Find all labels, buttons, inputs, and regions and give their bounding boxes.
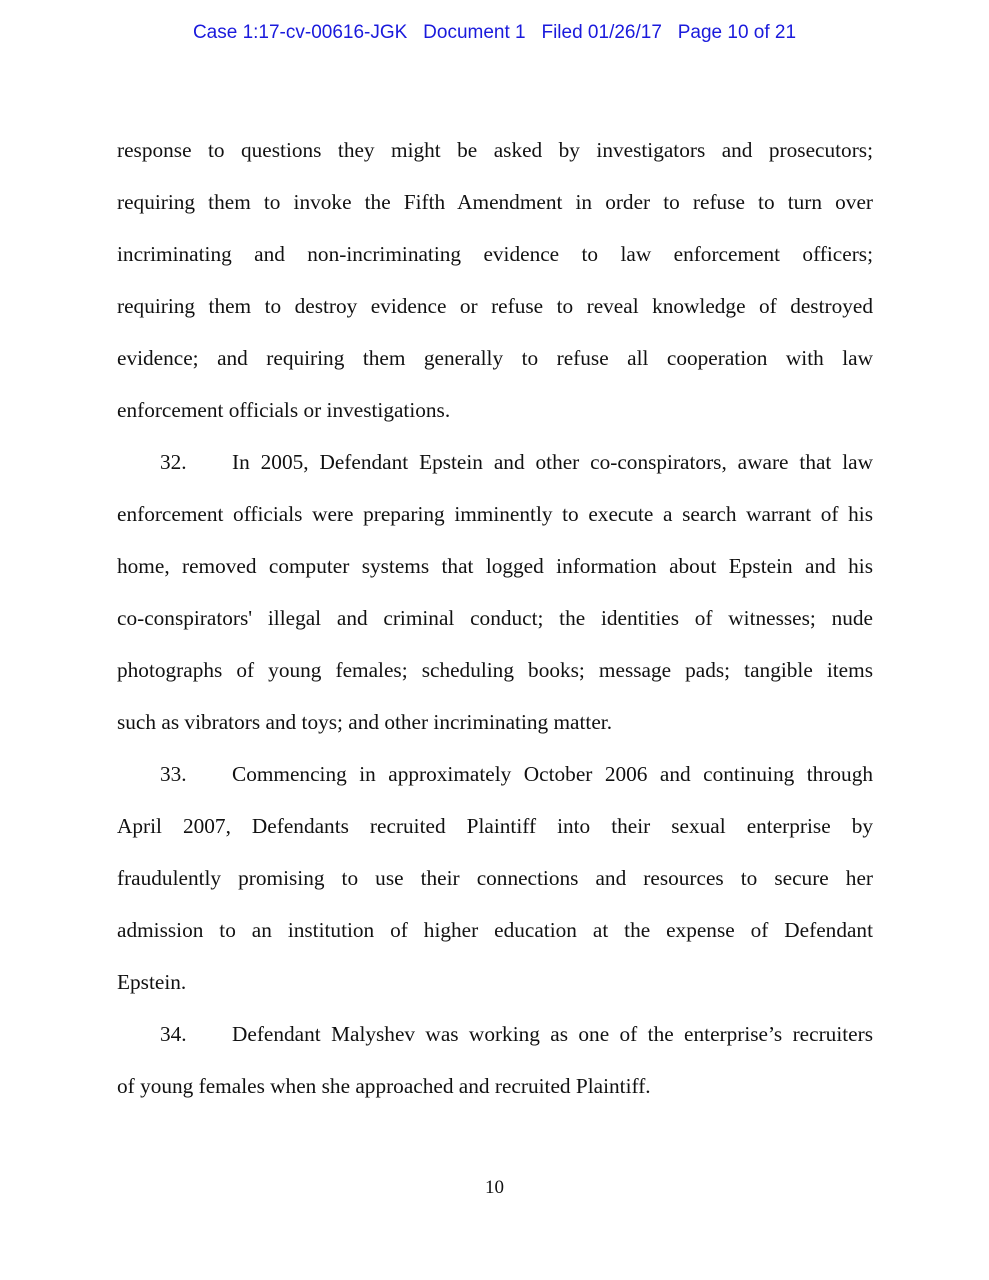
paragraph-first-line: [117, 748, 873, 800]
text-line: photographs of young females; scheduling books; message pads; tangible items: [117, 658, 873, 682]
paragraph-first-line: [117, 1008, 873, 1060]
paragraph-32: [117, 436, 873, 748]
continuation-paragraph: [117, 124, 873, 436]
text-line: requiring them to invoke the Fifth Amendment in order to refuse to turn over: [117, 190, 873, 214]
text-line: fraudulently promising to use their connections and resources to secure her: [117, 866, 873, 890]
text-line: admission to an institution of higher education at the expense of Defendant: [117, 918, 873, 942]
paragraph-first-line: [117, 436, 873, 488]
paragraph-number: 33.: [160, 762, 187, 786]
page-number: 10: [485, 1177, 504, 1198]
document-number: Document 1: [423, 22, 526, 43]
text-line: such as vibrators and toys; and other incriminating matter.: [117, 710, 613, 734]
paragraph-number: 32.: [160, 450, 187, 474]
paragraph-33: [117, 748, 873, 1008]
text-line: home, removed computer systems that logged information about Epstein and his: [117, 554, 873, 578]
text-line: Commencing in approximately October 2006 and continuing through: [232, 762, 873, 786]
paragraph-34: [117, 1008, 873, 1112]
text-line: Epstein.: [117, 970, 187, 994]
text-line: co-conspirators' illegal and criminal conduct; the identities of witnesses; nude: [117, 606, 873, 630]
text-line: enforcement officials were preparing imminently to execute a search warrant of his: [117, 502, 873, 526]
text-line: Defendant Malyshev was working as one of the enterprise’s recruiters: [232, 1022, 873, 1046]
text-line: requiring them to destroy evidence or refuse to reveal knowledge of destroyed: [117, 294, 873, 318]
case-number: Case 1:17-cv-00616-JGK: [192, 22, 408, 43]
text-line: of young females when she approached and recruited Plaintiff.: [117, 1074, 651, 1098]
case-header-stamp: [0, 22, 989, 44]
text-line: evidence; and requiring them generally to refuse all cooperation with law: [117, 346, 873, 370]
text-line: April 2007, Defendants recruited Plaintiff into their sexual enterprise by: [117, 814, 873, 838]
filed-date: Filed 01/26/17: [541, 22, 662, 43]
page-indicator: Page 10 of 21: [677, 22, 797, 43]
text-line: enforcement officials or investigations.: [117, 398, 451, 422]
text-line: In 2005, Defendant Epstein and other co-conspirators, aware that law: [232, 450, 873, 474]
paragraph-number: 34.: [160, 1022, 187, 1046]
text-line: response to questions they might be asked by investigators and prosecutors;: [117, 138, 873, 162]
text-line: incriminating and non-incriminating evidence to law enforcement officers;: [117, 242, 873, 266]
document-body: [117, 124, 873, 1112]
